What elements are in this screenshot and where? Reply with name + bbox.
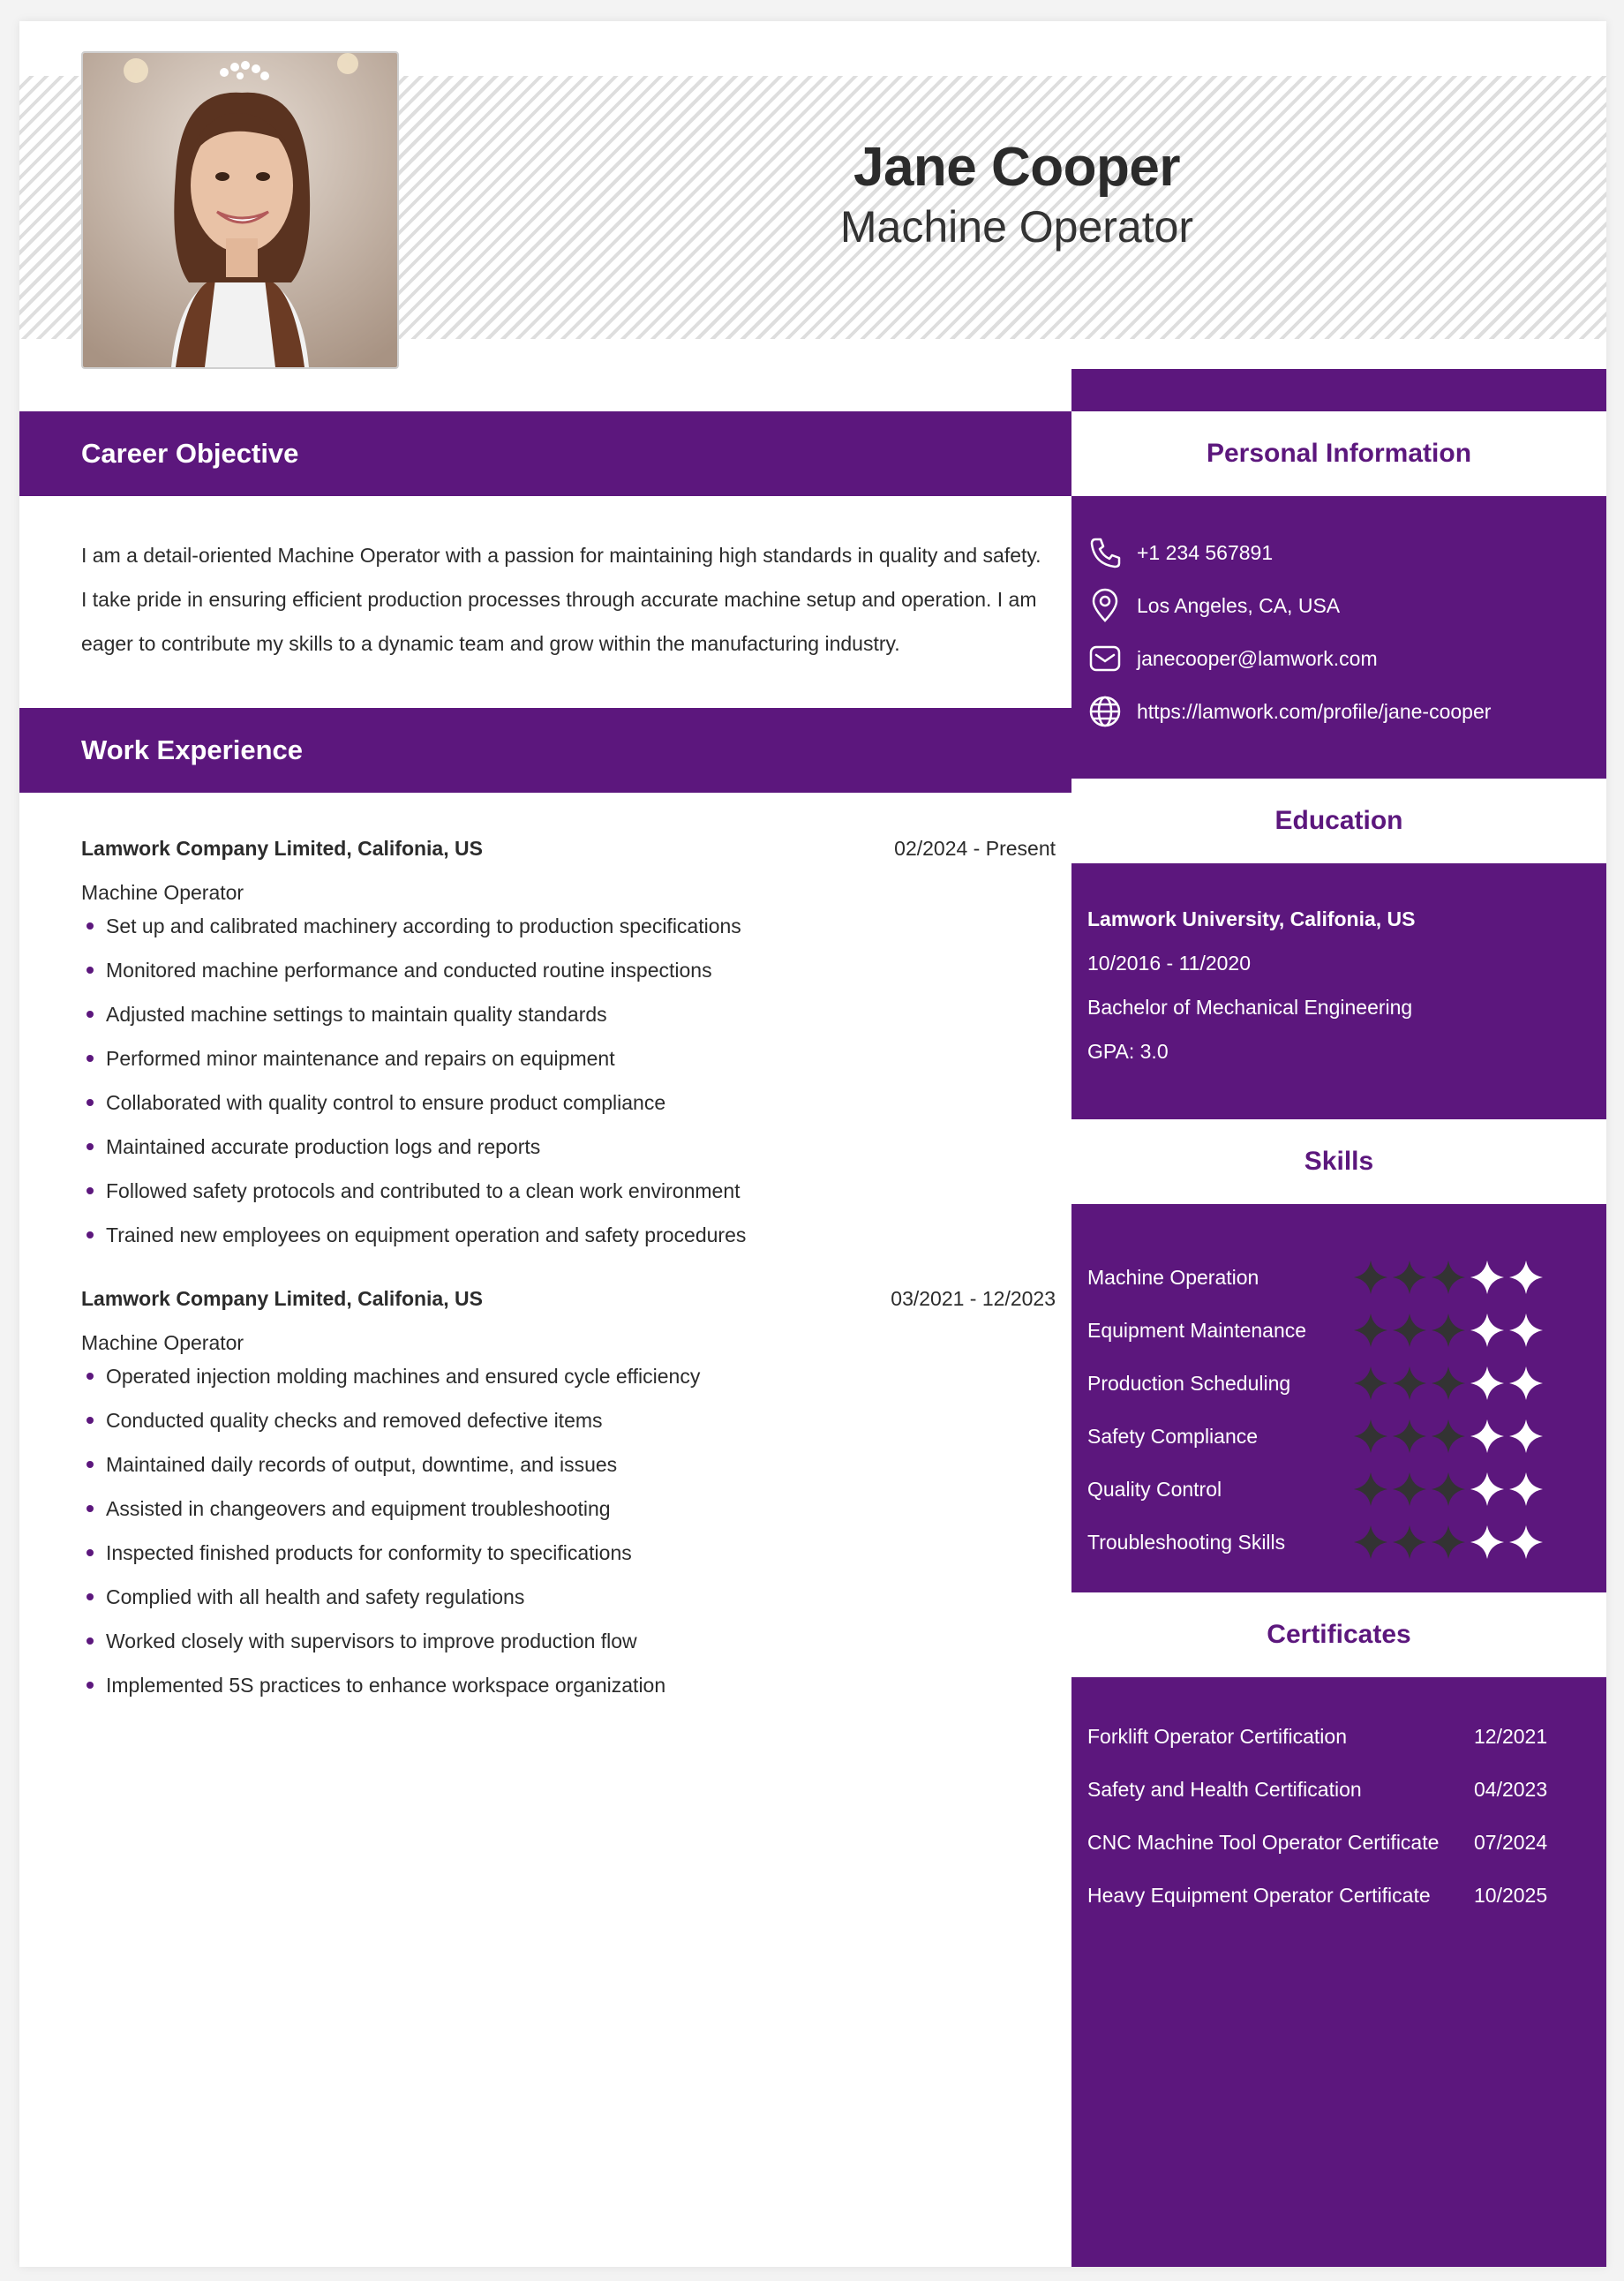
job-duties-list xyxy=(81,1354,1052,1707)
contact-email xyxy=(1087,641,1378,676)
globe-icon xyxy=(1087,694,1123,729)
star-filled-icon xyxy=(1391,1471,1428,1508)
skill-row xyxy=(1087,1472,1582,1507)
list-item: Implemented 5S practices to enhance workspace organization xyxy=(81,1663,1052,1707)
skill-row xyxy=(1087,1313,1582,1348)
list-item: Operated injection molding machines and ensured cycle efficiency xyxy=(81,1354,1052,1398)
skill-name: Quality Control xyxy=(1087,1477,1222,1501)
star-filled-icon xyxy=(1352,1524,1389,1561)
location-pin-icon xyxy=(1087,588,1123,623)
job-header xyxy=(81,1287,1056,1311)
certificate-date: 07/2024 xyxy=(1474,1831,1548,1854)
star-empty-icon xyxy=(1507,1312,1545,1349)
name-block xyxy=(655,136,1379,254)
star-filled-icon xyxy=(1430,1312,1467,1349)
career-objective-text: I am a detail-oriented Machine Operator with a passion for maintaining high standards in quality and safety. I take pride in ensuring efficient production processes through accurate machine setup and operation. I am eager to contribute my skills to a dynamic team and grow within the manufacturing industry. xyxy=(81,544,1041,655)
skill-row xyxy=(1087,1366,1582,1401)
certificate-name: Safety and Health Certification xyxy=(1087,1778,1362,1801)
star-empty-icon xyxy=(1507,1524,1545,1561)
list-item: Worked closely with supervisors to improve production flow xyxy=(81,1619,1052,1663)
contact-phone xyxy=(1087,535,1273,570)
job-dates: 03/2021 - 12/2023 xyxy=(891,1287,1056,1310)
skill-rating xyxy=(1352,1365,1545,1402)
candidate-name: Jane Cooper xyxy=(853,137,1181,198)
certificate-name: Heavy Equipment Operator Certificate xyxy=(1087,1884,1431,1907)
list-item: Trained new employees on equipment operation and safety procedures xyxy=(81,1213,1052,1257)
skill-rating xyxy=(1352,1471,1545,1508)
education-heading: Education xyxy=(1071,779,1606,863)
star-empty-icon xyxy=(1507,1418,1545,1455)
skill-row xyxy=(1087,1260,1582,1295)
skill-name: Machine Operation xyxy=(1087,1265,1259,1289)
star-filled-icon xyxy=(1352,1259,1389,1296)
skill-name: Equipment Maintenance xyxy=(1087,1318,1307,1342)
skill-row xyxy=(1087,1419,1582,1454)
phone-value: +1 234 567891 xyxy=(1137,540,1274,564)
contact-website xyxy=(1087,694,1491,729)
profile-photo xyxy=(81,51,399,369)
location-value: Los Angeles, CA, USA xyxy=(1137,593,1341,617)
phone-icon xyxy=(1087,535,1123,570)
certificate-row xyxy=(1087,1831,1582,1855)
certificate-name: CNC Machine Tool Operator Certificate xyxy=(1087,1831,1440,1854)
skill-name: Safety Compliance xyxy=(1087,1424,1259,1448)
star-empty-icon xyxy=(1507,1471,1545,1508)
certificate-name: Forklift Operator Certification xyxy=(1087,1725,1347,1748)
skill-rating xyxy=(1352,1524,1545,1561)
star-empty-icon xyxy=(1469,1259,1506,1296)
star-filled-icon xyxy=(1430,1259,1467,1296)
star-empty-icon xyxy=(1507,1259,1545,1296)
job-dates: 02/2024 - Present xyxy=(894,837,1056,860)
job-role: Machine Operator xyxy=(81,881,244,904)
email-icon xyxy=(1087,641,1123,676)
list-item: Complied with all health and safety regulations xyxy=(81,1575,1052,1619)
job-role: Machine Operator xyxy=(81,1331,244,1354)
list-item: Inspected finished products for conformity to specifications xyxy=(81,1531,1052,1575)
star-empty-icon xyxy=(1469,1418,1506,1455)
star-filled-icon xyxy=(1352,1471,1389,1508)
job-company: Lamwork Company Limited, Califonia, US xyxy=(81,837,483,860)
education-school: Lamwork University, Califonia, US xyxy=(1087,907,1416,930)
star-filled-icon xyxy=(1352,1418,1389,1455)
star-empty-icon xyxy=(1469,1312,1506,1349)
list-item: Performed minor maintenance and repairs on equipment xyxy=(81,1036,1052,1080)
star-empty-icon xyxy=(1507,1365,1545,1402)
skill-rating xyxy=(1352,1418,1545,1455)
star-filled-icon xyxy=(1391,1365,1428,1402)
certificate-row xyxy=(1087,1884,1582,1908)
list-item: Maintained daily records of output, downtime, and issues xyxy=(81,1442,1052,1487)
certificate-row xyxy=(1087,1778,1582,1802)
star-empty-icon xyxy=(1469,1471,1506,1508)
career-objective-heading: Career Objective xyxy=(19,411,1071,496)
list-item: Assisted in changeovers and equipment troubleshooting xyxy=(81,1487,1052,1531)
email-value[interactable]: janecooper@lamwork.com xyxy=(1137,646,1378,670)
website-value[interactable]: https://lamwork.com/profile/jane-cooper xyxy=(1137,699,1492,723)
certificate-date: 04/2023 xyxy=(1474,1778,1548,1801)
skill-row xyxy=(1087,1524,1582,1560)
star-filled-icon xyxy=(1391,1418,1428,1455)
star-empty-icon xyxy=(1469,1365,1506,1402)
skills-heading: Skills xyxy=(1071,1119,1606,1204)
list-item: Maintained accurate production logs and reports xyxy=(81,1125,1052,1169)
job-duties-list xyxy=(81,904,1052,1257)
star-filled-icon xyxy=(1391,1524,1428,1561)
star-filled-icon xyxy=(1430,1365,1467,1402)
certificate-date: 12/2021 xyxy=(1474,1725,1548,1748)
star-filled-icon xyxy=(1352,1312,1389,1349)
work-experience-heading: Work Experience xyxy=(19,708,1071,793)
resume-page xyxy=(19,21,1606,2267)
list-item: Followed safety protocols and contributed to a clean work environment xyxy=(81,1169,1052,1213)
contact-location xyxy=(1087,588,1340,623)
star-filled-icon xyxy=(1430,1471,1467,1508)
star-filled-icon xyxy=(1391,1259,1428,1296)
list-item: Conducted quality checks and removed defective items xyxy=(81,1398,1052,1442)
skill-rating xyxy=(1352,1312,1545,1349)
star-filled-icon xyxy=(1391,1312,1428,1349)
certificate-date: 10/2025 xyxy=(1474,1884,1548,1907)
list-item: Set up and calibrated machinery according to production specifications xyxy=(81,904,1052,948)
candidate-title: Machine Operator xyxy=(839,202,1194,252)
skill-rating xyxy=(1352,1259,1545,1296)
skill-name: Production Scheduling xyxy=(1087,1371,1291,1395)
list-item: Monitored machine performance and conducted routine inspections xyxy=(81,948,1052,992)
job-company: Lamwork Company Limited, Califonia, US xyxy=(81,1287,483,1310)
education-dates: 10/2016 - 11/2020 xyxy=(1087,952,1252,975)
list-item: Adjusted machine settings to maintain quality standards xyxy=(81,992,1052,1036)
certificates-heading: Certificates xyxy=(1071,1592,1606,1677)
star-filled-icon xyxy=(1352,1365,1389,1402)
certificate-row xyxy=(1087,1725,1582,1749)
skill-name: Troubleshooting Skills xyxy=(1087,1530,1286,1554)
star-filled-icon xyxy=(1430,1418,1467,1455)
list-item: Collaborated with quality control to ensure product compliance xyxy=(81,1080,1052,1125)
personal-info-heading: Personal Information xyxy=(1071,411,1606,496)
star-filled-icon xyxy=(1430,1524,1467,1561)
education-gpa: GPA: 3.0 xyxy=(1087,1040,1169,1063)
job-header xyxy=(81,837,1056,861)
star-empty-icon xyxy=(1469,1524,1506,1561)
education-degree: Bachelor of Mechanical Engineering xyxy=(1087,996,1413,1019)
